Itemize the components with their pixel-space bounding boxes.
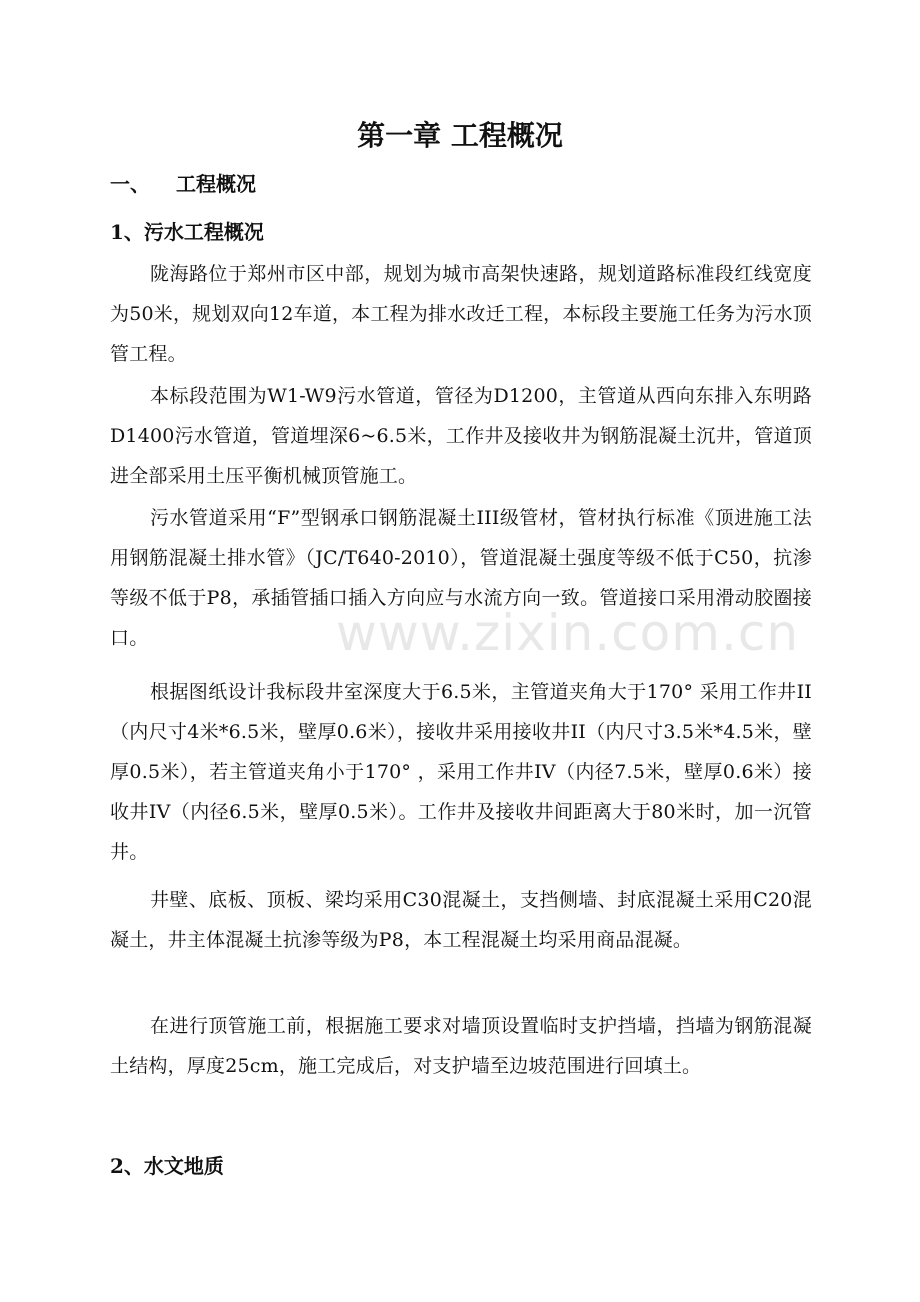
section-title: 工程概况 [176,172,256,196]
subsection-heading-2: 2、水文地质 [110,1154,224,1178]
section-number: 一、 [110,172,150,196]
paragraph-4: 根据图纸设计我标段井室深度大于6.5米，主管道夹角大于170° 采用工作井II（内尺寸4米*6.5米，壁厚0.6米），接收井采用接收井II（内尺寸3.5米*4.5米，壁厚0.5米），若主管道夹角小于170° ，采用工作井IV（内径7.5米，壁厚0.6米）接收井IV（内径6.5米，壁厚0.5米）。工作井及接收井间距离大于80米时，加一沉管井。 [110,681,812,863]
paragraph-6: 在进行顶管施工前，根据施工要求对墙顶设置临时支护挡墙，挡墙为钢筋混凝土结构，厚度25cm，施工完成后，对支护墙至边坡范围进行回填土。 [110,1015,812,1077]
watermark: www.zixin.com.cn [336,604,800,662]
section-heading [110,170,256,198]
paragraph-1: 陇海路位于郑州市区中部，规划为城市高架快速路，规划道路标准段红线宽度为50米，规划双向12车道，本工程为排水改迁工程，本标段主要施工任务为污水顶管工程。 [110,263,812,365]
chapter-title: 第一章 工程概况 [357,119,563,152]
paragraph-2: 本标段范围为W1-W9污水管道，管径为D1200，主管道从西向东排入东明路D1400污水管道，管道埋深6~6.5米，工作井及接收井为钢筋混凝土沉井，管道顶进全部采用土压平衡机械顶管施工。 [110,385,812,487]
paragraph-5: 井壁、底板、顶板、梁均采用C30混凝土，支挡侧墙、封底混凝土采用C20混凝土，井主体混凝土抗渗等级为P8，本工程混凝土均采用商品混凝。 [110,889,812,951]
subsection-heading-1: 1、污水工程概况 [110,220,264,244]
paragraph-3: 污水管道采用“F”型钢承口钢筋混凝土III级管材，管材执行标准《顶进施工法用钢筋混凝土排水管》（JC/T640-2010），管道混凝土强度等级不低于C50，抗渗等级不低于P8，承插管插口插入方向应与水流方向一致。管道接口采用滑动胶圈接口。 [110,507,812,649]
